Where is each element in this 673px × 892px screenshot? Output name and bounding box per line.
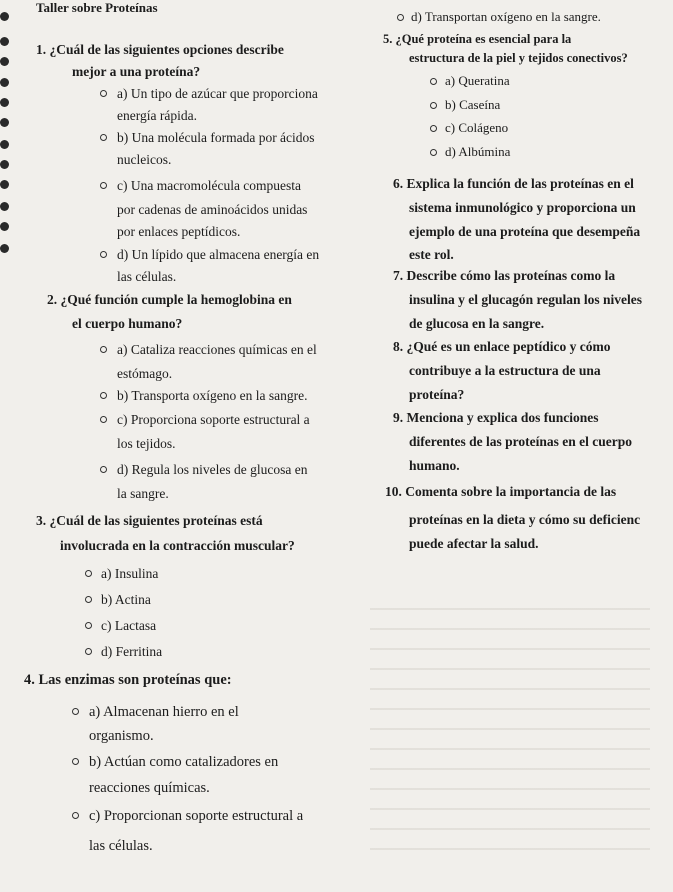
q1-option-d-cont: las células.: [117, 269, 177, 284]
q4-option-c: c) Proporcionan soporte estructural a: [89, 808, 304, 824]
option-bullet-icon[interactable]: [72, 758, 79, 765]
question-1-line-2: mejor a una proteína?: [72, 64, 201, 79]
q1-option-d-alt: d) Transportan oxígeno en la sangre.: [411, 9, 601, 24]
q5-option-a: a) Queratina: [445, 73, 510, 88]
binder-hole: [0, 37, 9, 46]
option-bullet-icon[interactable]: [85, 570, 92, 577]
q5-option-d: d) Albúmina: [445, 144, 511, 159]
q4-option-b-cont: reacciones químicas.: [89, 780, 210, 796]
option-bullet-icon[interactable]: [430, 102, 437, 109]
question-3-line-1: 3. ¿Cuál de las siguientes proteínas está: [36, 513, 263, 528]
q3-option-d: d) Ferritina: [101, 644, 163, 659]
question-6-line-4: este rol.: [409, 247, 454, 262]
q1-option-b-cont: nucleicos.: [117, 152, 172, 167]
q2-option-c: c) Proporciona soporte estructural a: [117, 412, 310, 427]
option-bullet-icon[interactable]: [100, 466, 107, 473]
option-bullet-icon[interactable]: [100, 416, 107, 423]
q2-option-a: a) Cataliza reacciones químicas en el: [117, 342, 317, 357]
binder-hole: [0, 180, 9, 189]
q4-option-a: a) Almacenan hierro en el: [89, 704, 239, 720]
question-2-line-2: el cuerpo humano?: [72, 316, 183, 331]
question-10-line-1: 10. Comenta sobre la importancia de las: [385, 484, 617, 499]
q1-option-a: a) Un tipo de azúcar que proporciona: [117, 86, 318, 101]
q5-option-b: b) Caseína: [445, 97, 501, 112]
binder-hole: [0, 98, 9, 107]
question-10-line-2: proteínas en la dieta y cómo su deficienc: [409, 512, 641, 527]
q4-option-a-cont: organismo.: [89, 728, 154, 744]
question-9-line-2: diferentes de las proteínas en el cuerpo: [409, 434, 632, 449]
binder-hole: [0, 12, 9, 21]
question-5-line-1: 5. ¿Qué proteína es esencial para la: [383, 32, 572, 46]
binder-hole: [0, 160, 9, 169]
binder-hole: [0, 140, 9, 149]
q2-option-a-cont: estómago.: [117, 366, 173, 381]
option-bullet-icon[interactable]: [100, 251, 107, 258]
question-7-line-3: de glucosa en la sangre.: [409, 316, 545, 331]
option-bullet-icon[interactable]: [72, 812, 79, 819]
question-3-line-2: involucrada en la contracción muscular?: [60, 538, 295, 553]
question-2-line-1: 2. ¿Qué función cumple la hemoglobina en: [47, 292, 292, 307]
question-4-line-1: 4. Las enzimas son proteínas que:: [24, 672, 232, 688]
option-bullet-icon[interactable]: [100, 134, 107, 141]
binder-hole: [0, 244, 9, 253]
binder-hole: [0, 222, 9, 231]
question-9-line-1: 9. Menciona y explica dos funciones: [393, 410, 599, 425]
question-6-line-1: 6. Explica la función de las proteínas en el: [393, 176, 634, 191]
option-bullet-icon[interactable]: [85, 622, 92, 629]
q4-option-c-cont: las células.: [89, 838, 153, 854]
question-7-line-2: insulina y el glucagón regulan los niveles: [409, 292, 643, 307]
option-bullet-icon[interactable]: [397, 14, 404, 21]
question-6-line-2: sistema inmunológico y proporciona un: [409, 200, 636, 215]
q3-option-c: c) Lactasa: [101, 618, 157, 633]
q2-option-d-cont: la sangre.: [117, 486, 169, 501]
option-bullet-icon[interactable]: [430, 78, 437, 85]
binder-hole: [0, 78, 9, 87]
option-bullet-icon[interactable]: [430, 149, 437, 156]
option-bullet-icon[interactable]: [100, 182, 107, 189]
question-1-line-1: 1. ¿Cuál de las siguientes opciones describe: [36, 42, 284, 57]
option-bullet-icon[interactable]: [430, 125, 437, 132]
q1-option-d: d) Un lípido que almacena energía en: [117, 247, 320, 262]
q1-option-c-cont-1: por cadenas de aminoácidos unidas: [117, 202, 308, 217]
q1-option-a-cont: energía rápida.: [117, 108, 197, 123]
binder-hole: [0, 118, 9, 127]
q5-option-c: c) Colágeno: [445, 120, 509, 135]
option-bullet-icon[interactable]: [85, 596, 92, 603]
question-6-line-3: ejemplo de una proteína que desempeña: [409, 224, 641, 239]
bleed-through-texture: [370, 590, 650, 850]
option-bullet-icon[interactable]: [85, 648, 92, 655]
q4-option-b: b) Actúan como catalizadores en: [89, 754, 279, 770]
question-8-line-2: contribuye a la estructura de una: [409, 363, 601, 378]
question-10-line-3: puede afectar la salud.: [409, 536, 539, 551]
q1-option-c: c) Una macromolécula compuesta: [117, 178, 302, 193]
question-8-line-3: proteína?: [409, 387, 465, 402]
option-bullet-icon[interactable]: [100, 346, 107, 353]
q2-option-b: b) Transporta oxígeno en la sangre.: [117, 388, 308, 403]
question-7-line-1: 7. Describe cómo las proteínas como la: [393, 268, 616, 283]
q3-option-b: b) Actina: [101, 592, 151, 607]
option-bullet-icon[interactable]: [100, 392, 107, 399]
binder-holes: [0, 0, 18, 892]
option-bullet-icon[interactable]: [72, 708, 79, 715]
q3-option-a: a) Insulina: [101, 566, 159, 581]
binder-hole: [0, 57, 9, 66]
option-bullet-icon[interactable]: [100, 90, 107, 97]
question-9-line-3: humano.: [409, 458, 460, 473]
binder-hole: [0, 202, 9, 211]
question-5-line-2: estructura de la piel y tejidos conectivos?: [409, 51, 628, 65]
q2-option-d: d) Regula los niveles de glucosa en: [117, 462, 308, 477]
q1-option-c-cont-2: por enlaces peptídicos.: [117, 224, 241, 239]
q1-option-b: b) Una molécula formada por ácidos: [117, 130, 315, 145]
q2-option-c-cont: los tejidos.: [117, 436, 176, 451]
question-8-line-1: 8. ¿Qué es un enlace peptídico y cómo: [393, 339, 611, 354]
worksheet-title: Taller sobre Proteínas: [36, 0, 158, 15]
